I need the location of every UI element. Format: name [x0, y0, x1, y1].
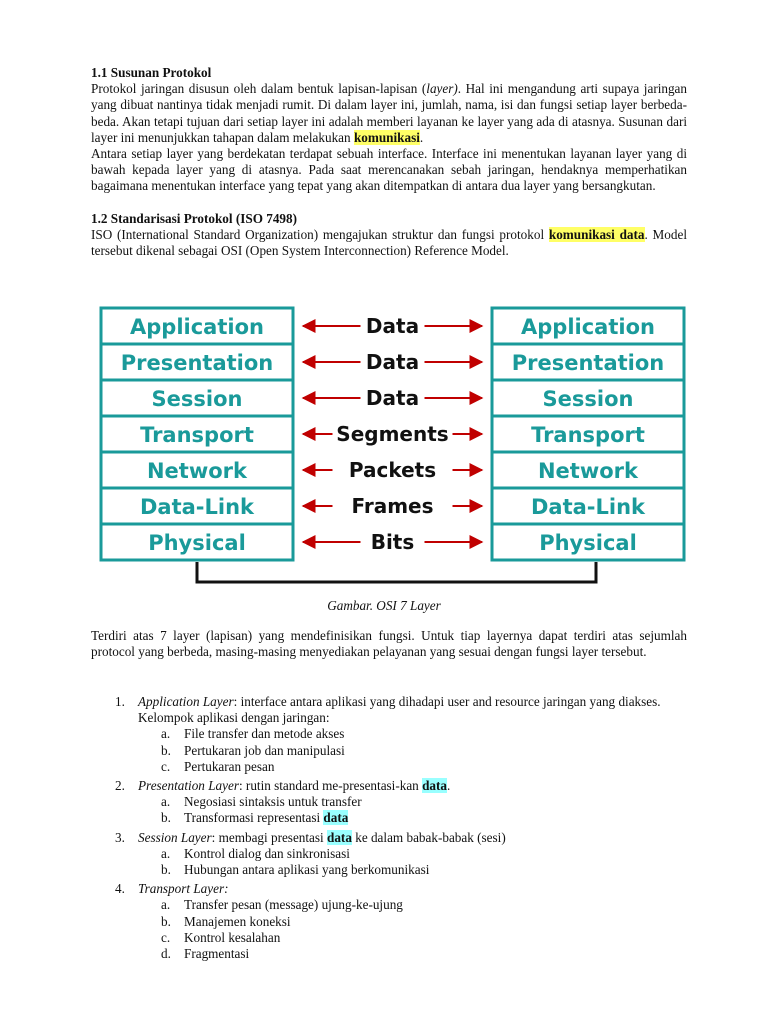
- paragraph-2: Antara setiap layer yang berdekatan terdapat sebuah interface. Interface ini menentukan layanan layer yang di bawah kepada layer yang di atasnya. Pada saat merencanakan sebah jaringan, hendaknya memperhatikan bagaimana menentukan interface yang tepat yang akan ditempatkan di antara dua layer yang bersangkutan.: [91, 146, 687, 194]
- sub-letter: a.: [161, 845, 171, 861]
- layer-desc: : interface antara aplikasi yang dihadapi user and resource jaringan yang diakses. Kelompok aplikasi dengan jaringan:: [138, 694, 661, 726]
- sub-letter: b.: [161, 810, 171, 826]
- sub-letter: b.: [161, 742, 171, 758]
- sub-text: Kontrol dialog dan sinkronisasi: [184, 845, 350, 861]
- layer-name: Application Layer: [138, 694, 234, 709]
- text-run: . Model tersebut dikenal sebagai OSI (Open System Interconnection) Reference Model.: [91, 226, 687, 259]
- section-heading-1: 1.1 Susunan Protokol: [91, 65, 212, 80]
- data-unit-label: Bits: [370, 530, 415, 554]
- left-layer-label: Data-Link: [139, 495, 255, 519]
- text-run: ISO (International Standard Organization) mengajukan struktur dan fungsi protokol: [91, 226, 549, 242]
- sub-item: [138, 930, 687, 946]
- sub-text: Pertukaran pesan: [184, 758, 275, 774]
- list-item-application: [91, 694, 687, 775]
- right-layer-stack: [492, 308, 684, 560]
- layer-desc-end: .: [447, 778, 451, 794]
- left-layer-label: Network: [146, 459, 248, 483]
- data-unit-label: Data: [365, 386, 420, 410]
- figure-caption: Gambar. OSI 7 Layer: [327, 598, 441, 613]
- left-layer-label: Physical: [148, 531, 246, 555]
- left-layer-label: Application: [130, 315, 264, 339]
- right-layer-label: Session: [542, 387, 634, 411]
- sub-text: Hubungan antara aplikasi yang berkomunikasi: [184, 862, 430, 878]
- bracket-line: [197, 562, 596, 582]
- data-unit-label: Data: [365, 314, 420, 338]
- list-item-transport: [91, 881, 687, 962]
- left-layer-label: Session: [151, 387, 243, 411]
- sub-item: [138, 862, 687, 878]
- right-layer-label: Network: [537, 459, 639, 483]
- sub-text: File transfer dan metode akses: [184, 726, 345, 742]
- sub-item: [138, 846, 687, 862]
- list-number: 4.: [115, 881, 125, 897]
- data-unit-label: Packets: [348, 458, 437, 482]
- sub-text: Manajemen koneksi: [184, 913, 291, 929]
- data-unit-label: Segments: [336, 422, 449, 446]
- data-unit-column: [303, 314, 482, 554]
- text-run: . Hal ini mengandung arti supaya jaringan yang dibuat nantinya tidak menjadi rumit. Di dalam layer ini, jumlah, nama, isi dan fungsi setiap layer berbeda-beda. Akan tetapi tujuan dari setiap layer ini adalah memberi layanan ke layer yang ada di atasnya. Susunan dari layer ini menunjukkan tahapan dalam melakukan: [91, 81, 688, 145]
- sub-letter: a.: [161, 897, 171, 913]
- right-layer-label: Presentation: [511, 351, 665, 375]
- list-item-presentation: [91, 778, 687, 827]
- highlight-keyword: data: [323, 810, 349, 826]
- left-layer-label: Transport: [140, 423, 254, 447]
- list-number: 2.: [115, 778, 125, 794]
- sub-item: [138, 759, 687, 775]
- highlight-keyword: data: [327, 829, 352, 845]
- intro-paragraph: [91, 628, 687, 660]
- sub-letter: c.: [161, 929, 171, 945]
- sub-item: [138, 914, 687, 930]
- sub-text: Transfer pesan (message) ujung-ke-ujung: [184, 897, 403, 913]
- sub-item: [138, 743, 687, 759]
- text-run: Protokol jaringan disusun oleh dalam bentuk lapisan-lapisan (: [91, 81, 427, 97]
- sub-letter: b.: [161, 913, 171, 929]
- list-number: 1.: [115, 694, 125, 709]
- right-layer-label: Physical: [539, 531, 637, 555]
- sub-letter: b.: [161, 862, 171, 878]
- sub-letter: c.: [161, 758, 171, 774]
- sub-item: [138, 726, 687, 742]
- sub-item: [138, 810, 687, 826]
- data-unit-label: Frames: [351, 494, 434, 518]
- right-layer-label: Transport: [531, 423, 645, 447]
- text-run: .: [419, 129, 424, 145]
- sub-letter: d.: [161, 946, 171, 962]
- sub-text: Negosiasi sintaksis untuk transfer: [184, 794, 362, 810]
- highlight-keyword: komunikasi data: [548, 226, 645, 242]
- sub-item: [138, 946, 687, 962]
- layer-name: Presentation Layer: [138, 778, 239, 794]
- sub-text: Kontrol kesalahan: [184, 929, 281, 945]
- layer-desc-end: ke dalam babak-babak (sesi): [351, 829, 506, 845]
- left-layer-stack: [101, 308, 293, 560]
- right-layer-label: Data-Link: [530, 495, 646, 519]
- list-item-session: [91, 830, 687, 879]
- left-layer-label: Presentation: [120, 351, 274, 375]
- layer-list: [91, 694, 687, 965]
- layer-name: Session Layer: [138, 829, 212, 845]
- sub-text: Fragmentasi: [184, 946, 250, 962]
- list-number: 3.: [115, 829, 125, 845]
- sub-text: Pertukaran job dan manipulasi: [184, 742, 345, 758]
- highlight-keyword: data: [422, 778, 447, 794]
- layer-name: Transport Layer:: [138, 881, 229, 897]
- layer-desc: : rutin standard me-presentasi-kan: [238, 778, 423, 794]
- data-unit-label: Data: [365, 350, 420, 374]
- text-run-italic: layer): [426, 81, 458, 97]
- sub-text: Transformasi representasi: [184, 810, 324, 826]
- right-layer-label: Application: [521, 315, 655, 339]
- intro-text: Terdiri atas 7 layer (lapisan) yang mendefinisikan fungsi. Untuk tiap layernya dapat terdiri atas sejumlah protocol yang berbeda, masing-masing menyediakan pelayanan yang sesuai dengan fungsi layer tersebut.: [91, 628, 687, 660]
- section-heading-2: 1.2 Standarisasi Protokol (ISO 7498): [91, 210, 298, 226]
- sub-letter: a.: [161, 794, 171, 810]
- sub-letter: a.: [161, 726, 171, 742]
- sub-item: [138, 897, 687, 913]
- sub-item: [138, 794, 687, 810]
- layer-desc: : membagi presentasi: [211, 829, 327, 845]
- highlight-keyword: komunikasi: [353, 129, 420, 145]
